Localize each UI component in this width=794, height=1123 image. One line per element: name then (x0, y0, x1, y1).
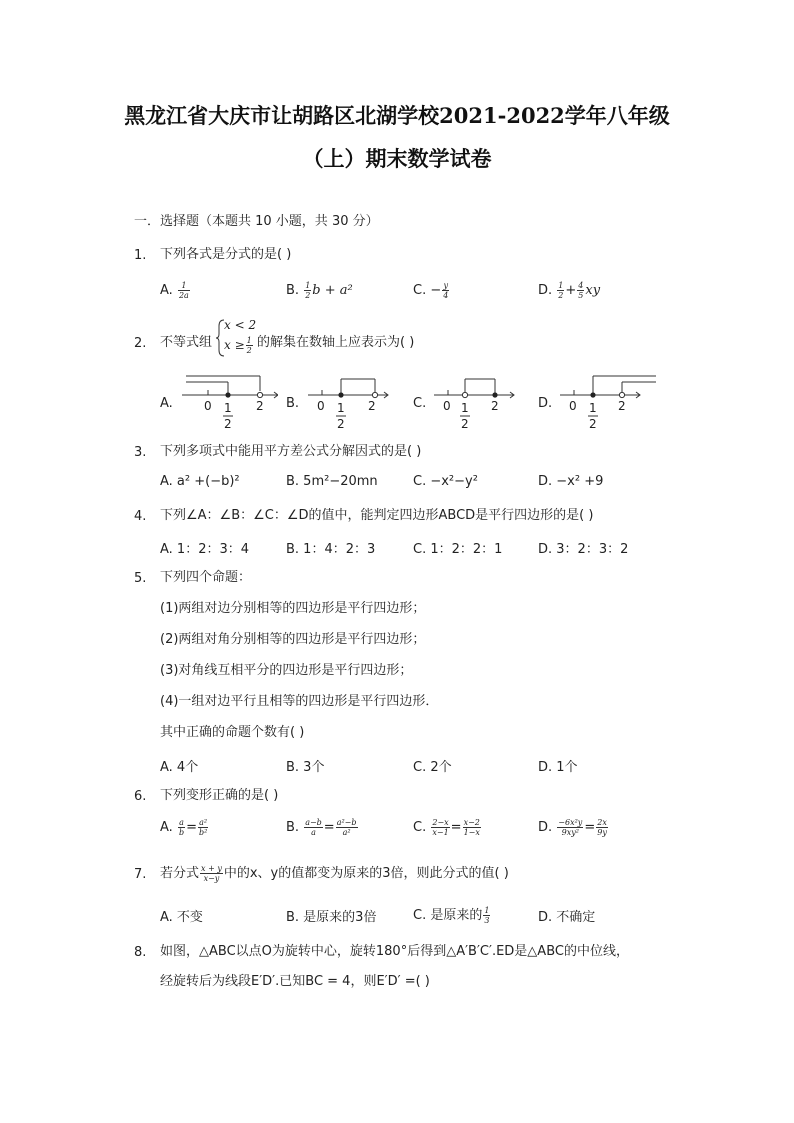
question-number: 4. (134, 509, 147, 524)
option-a: A. 1：2：3：4 (160, 542, 250, 557)
tick-label: 1 (337, 401, 345, 415)
option-a: A. $\frac{a}{b}$ = $\frac{\text{a²}}{\text{b²}}$ (160, 818, 208, 837)
closed-point (338, 392, 343, 397)
question-ask: 其中正确的命题个数有( ) (160, 725, 305, 740)
question-stem: 下列各式是分式的是( ) (160, 247, 292, 262)
section-header: 一．选择题（本题共 10 小题，共 30 分） (134, 214, 379, 229)
question-number: 3. (134, 445, 147, 460)
option-d-label: D. (538, 396, 553, 411)
open-point (462, 392, 467, 397)
question-stem: 下列多项式中能用平方差公式分解因式的是( ) (160, 444, 422, 459)
number-line-d (558, 368, 662, 438)
question-stem: 下列变形正确的是( ) (160, 788, 279, 803)
option-d: D. $\frac{1}{2}$ + $\frac{4}{5}$ xy (538, 281, 601, 300)
question-stem: 不等式组 (160, 335, 213, 350)
option-a: A. 4个 (160, 760, 199, 775)
option-b: B. $\frac{1}{2}$ b + a² (286, 281, 353, 300)
open-point (257, 392, 262, 397)
option-c: C. −x²−y² (413, 474, 478, 489)
tick-label: 0 (317, 399, 325, 413)
tick-label: 2 (618, 399, 626, 413)
option-b: B. 是原来的3倍 (286, 910, 377, 925)
tick-label: 2 (368, 399, 376, 413)
question-stem: 若分式 $\frac{x + y}{x-y}$ 中的x、y的值都变为原来的3倍，则此分式的值( ) (160, 864, 509, 883)
tick-label: 1 (224, 401, 232, 415)
number-line-c (432, 368, 532, 438)
proposition-4: (4)一组对边平行且相等的四边形是平行四边形． (160, 694, 439, 709)
question-stem: 如图，△ABC以点O为旋转中心，旋转180°后得到△A′B′C′.ED是△ABC的中位线， (160, 944, 629, 959)
option-a-label: A. (160, 396, 173, 411)
question-number: 5. (134, 571, 147, 586)
question-stem: 下列∠A：∠B：∠C：∠D的值中，能判定四边形ABCD是平行四边形的是( ) (160, 508, 594, 523)
option-d: D. $\frac{\text{−6x²y}}{\text{9xy²}}$ = $\frac{2x}{9y}$ (538, 818, 607, 837)
proposition-3: (3)对角线互相平分的四边形是平行四边形； (160, 663, 413, 678)
option-d: D. 3：2：3：2 (538, 542, 629, 557)
open-point (619, 392, 624, 397)
question-number: 1. (134, 248, 147, 263)
page-subtitle: （上）期末数学试卷 (302, 146, 492, 171)
option-b-label: B. (286, 396, 300, 411)
question-stem-tail: 的解集在数轴上应表示为( ) (257, 335, 415, 350)
tick-label: 0 (204, 399, 212, 413)
tick-label: 2 (461, 417, 469, 431)
tick-label: 2 (337, 417, 345, 431)
closed-point (225, 392, 230, 397)
question-stem-2: 经旋转后为线段E′D′.已知BC = 4，则E′D′ =( ) (160, 974, 430, 989)
proposition-2: (2)两组对角分别相等的四边形是平行四边形； (160, 632, 426, 647)
tick-label: 2 (491, 399, 499, 413)
option-a: A. $\frac{1}{2a}$ (160, 281, 189, 300)
closed-point (590, 392, 595, 397)
option-c: C. 是原来的 $\frac{1}{3}$ (413, 906, 490, 925)
tick-label: 1 (589, 401, 597, 415)
number-line-a (178, 368, 278, 438)
tick-label: 0 (569, 399, 577, 413)
option-c: C. 2个 (413, 760, 452, 775)
option-c: C. − $\frac{y}{4}$ (413, 281, 449, 300)
tick-label: 2 (589, 417, 597, 431)
tick-label: 2 (256, 399, 264, 413)
option-a: A. 不变 (160, 910, 203, 925)
option-c: C. 1：2：2：1 (413, 542, 503, 557)
question-number: 6. (134, 789, 147, 804)
tick-label: 1 (461, 401, 469, 415)
system-line-1: x < 2 (224, 318, 257, 332)
tick-label: 2 (224, 417, 232, 431)
page-title: 黑龙江省大庆市让胡路区北湖学校2021-2022学年八年级 (124, 103, 670, 128)
question-number: 7. (134, 867, 147, 882)
closed-point (492, 392, 497, 397)
option-b: B. $\frac{a-b}{a}$ = $\frac{\text{a²−b}}{\text{a²}}$ (286, 818, 357, 837)
option-d: D. −x² +9 (538, 474, 604, 489)
option-b: B. 1：4：2：3 (286, 542, 376, 557)
option-b: B. 5m²−20mn (286, 474, 378, 489)
option-c: C. $\frac{2-x}{x-1}$ = $\frac{x-2}{1-x}$ (413, 818, 480, 837)
option-b: B. 3个 (286, 760, 325, 775)
tick-label: 0 (443, 399, 451, 413)
option-a: A. a² +(−b)² (160, 474, 240, 489)
question-number: 2. (134, 336, 147, 351)
option-d: D. 不确定 (538, 910, 596, 925)
number-line-b (306, 368, 406, 438)
question-stem: 下列四个命题： (160, 570, 252, 585)
proposition-1: (1)两组对边分别相等的四边形是平行四边形； (160, 601, 426, 616)
system-line-2: x ≥ $\frac{1}{2}$ (224, 336, 252, 355)
open-point (372, 392, 377, 397)
option-d: D. 1个 (538, 760, 578, 775)
question-number: 8. (134, 945, 147, 960)
option-c-label: C. (413, 396, 427, 411)
